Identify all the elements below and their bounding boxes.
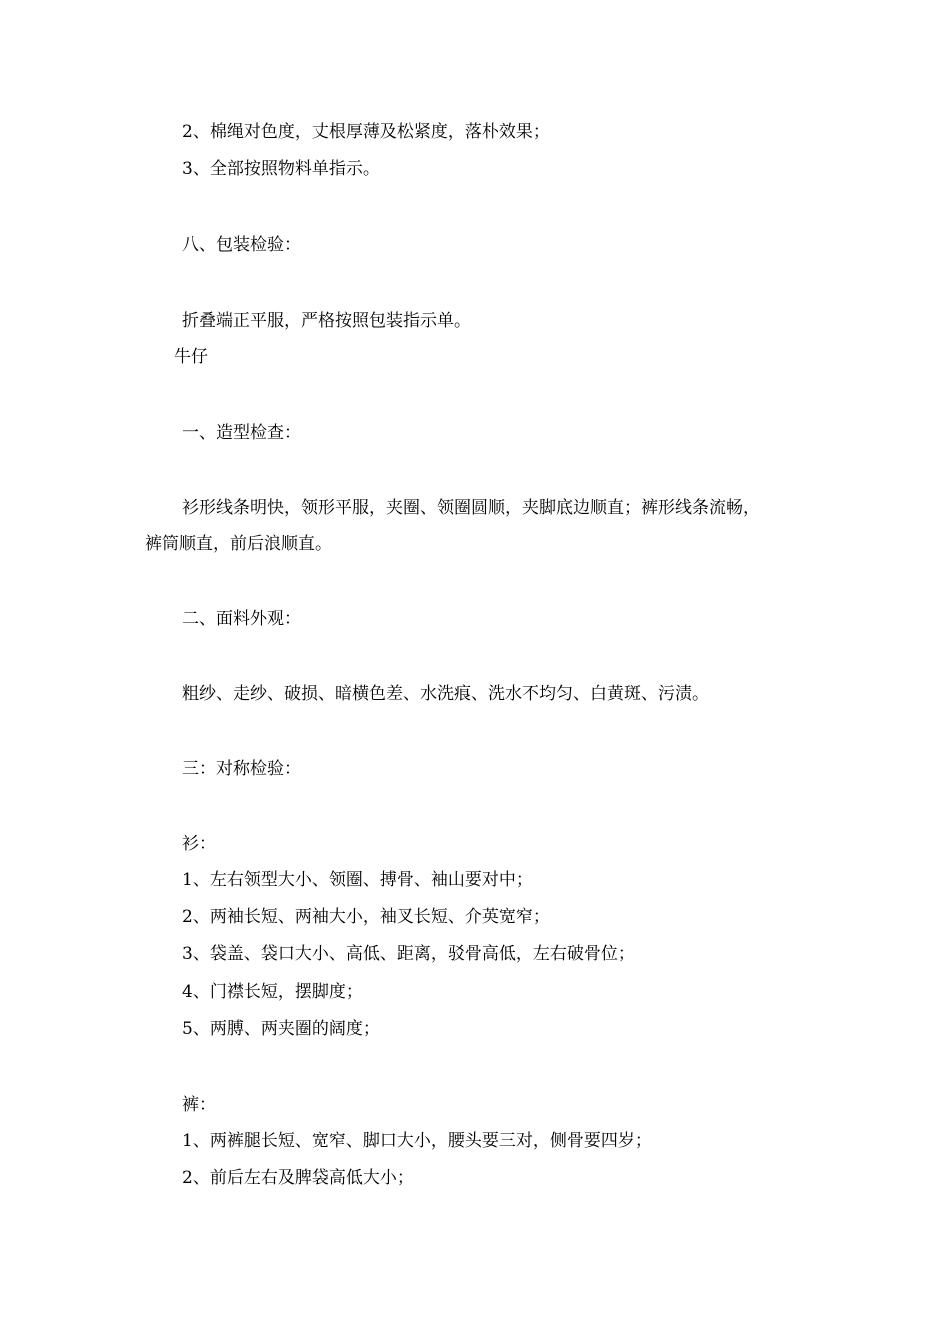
list-item-pants-2: 2、前后左右及脾袋高低大小； [182,1168,414,1188]
text-line-cotton-rope: 2、棉绳对色度，丈根厚薄及松紧度，落朴效果； [182,122,550,142]
subheading-shirt: 衫： [182,834,216,854]
list-item-pants-1: 1、两裤腿长短、宽窄、脚口大小，腰头要三对，侧骨要四岁； [182,1131,652,1151]
section-heading-fabric: 二、面料外观： [182,609,301,629]
section-heading-symmetry: 三：对称检验： [182,759,301,779]
text-line-shape-2: 裤筒顺直，前后浪顺直。 [145,534,332,554]
list-item-shirt-3: 3、袋盖、袋口大小、高低、距离，驳骨高低，左右破骨位； [182,944,635,964]
list-item-shirt-2: 2、两袖长短、两袖大小，袖叉长短、介英宽窄； [182,907,550,927]
list-item-shirt-5: 5、两膊、两夹圈的阔度； [182,1019,380,1039]
section-title-denim: 牛仔 [174,347,208,367]
text-line-fabric: 粗纱、走纱、破损、暗横色差、水洗痕、洗水不均匀、白黄斑、污渍。 [182,684,709,704]
text-line-packaging: 折叠端正平服，严格按照包装指示单。 [182,311,471,331]
section-heading-packaging: 八、包装检验： [182,235,301,255]
section-heading-shape-check: 一、造型检查： [182,423,301,443]
subheading-pants: 裤： [182,1095,216,1115]
list-item-shirt-4: 4、门襟长短，摆脚度； [182,982,363,1002]
text-line-shape-1: 衫形线条明快，领形平服，夹圈、领圈圆顺，夹脚底边顺直；裤形线条流畅， [182,498,760,518]
text-line-material-list: 3、全部按照物料单指示。 [182,159,380,179]
list-item-shirt-1: 1、左右领型大小、领圈、搏骨、袖山要对中； [182,870,533,890]
